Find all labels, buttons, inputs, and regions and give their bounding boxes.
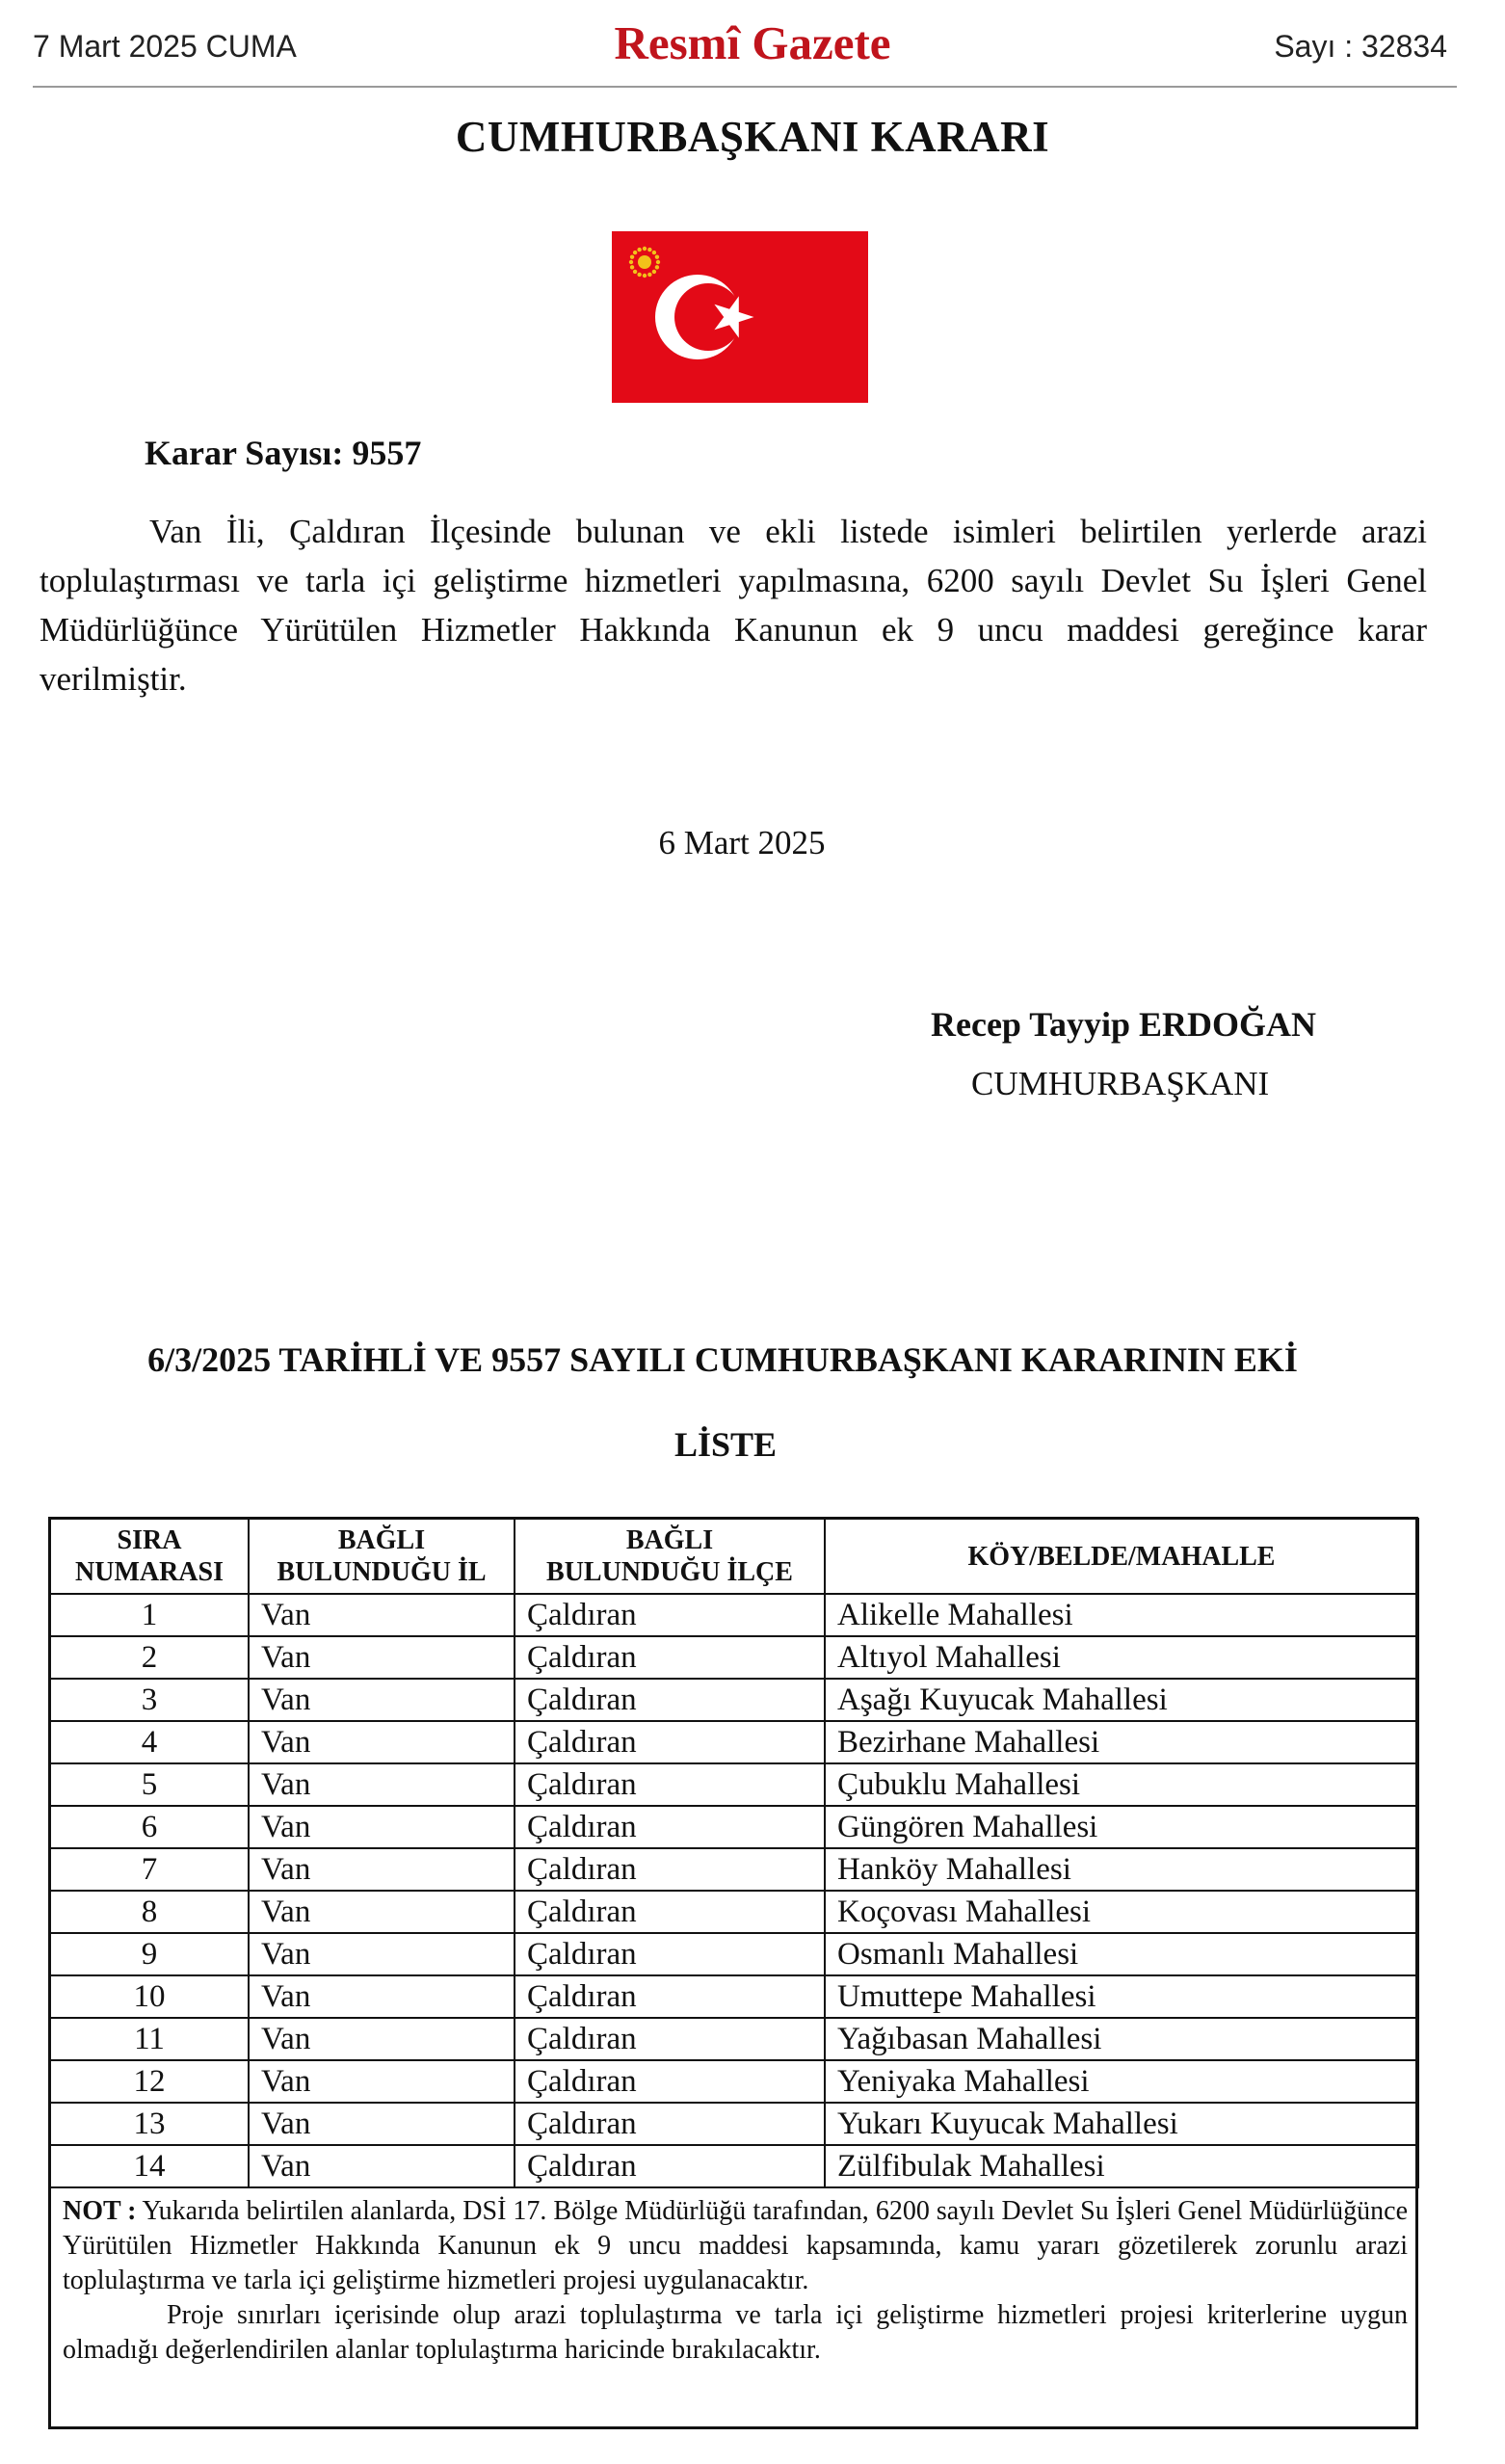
cell-sira: 2: [50, 1636, 249, 1679]
table-note: [63, 2194, 1408, 2368]
cell-mahalle: Alikelle Mahallesi: [825, 1594, 1418, 1636]
seal-star: [630, 265, 634, 269]
cell-il: Van: [249, 2145, 515, 2187]
cell-mahalle: Bezirhane Mahallesi: [825, 1721, 1418, 1763]
annex-table: [49, 1518, 1419, 2188]
table-row: [50, 2060, 1418, 2103]
cell-ilce: Çaldıran: [515, 1721, 825, 1763]
cell-il: Van: [249, 1721, 515, 1763]
cell-ilce: Çaldıran: [515, 1679, 825, 1721]
seal-star: [655, 265, 659, 269]
column-header-il-line1: BAĞLI: [337, 1525, 426, 1555]
cell-mahalle: Çubuklu Mahallesi: [825, 1763, 1418, 1806]
cell-ilce: Çaldıran: [515, 1933, 825, 1975]
column-header-sira: [50, 1519, 249, 1594]
cell-ilce: Çaldıran: [515, 1891, 825, 1933]
decision-title: CUMHURBAŞKANI KARARI: [455, 113, 1050, 161]
seal-star: [643, 247, 647, 251]
note-paragraph-1: Yukarıda belirtilen alanlarda, DSİ 17. Bölge Müdürlüğü tarafından, 6200 sayılı Devlet Su İşleri Genel Müdürlüğünce Yürütülen Hizmetler Hakkında Kanunun ek 9 uncu maddesi kapsamında, kamu yararı gözetilerek zorunlu arazi toplulaştırma ve tarla içi geliştirme hizmetleri projesi uygulanacaktır.: [63, 2196, 1408, 2295]
cell-sira: 11: [50, 2018, 249, 2060]
seal-star: [652, 251, 656, 254]
cell-mahalle: Aşağı Kuyucak Mahallesi: [825, 1679, 1418, 1721]
seal-star: [652, 270, 656, 274]
column-header-ilce-line2: BULUNDUĞU İLÇE: [546, 1557, 793, 1587]
table-row: [50, 1933, 1418, 1975]
decision-date: 6 Mart 2025: [658, 824, 826, 861]
seal-star: [633, 270, 637, 274]
cell-ilce: Çaldıran: [515, 2018, 825, 2060]
cell-il: Van: [249, 1594, 515, 1636]
note-label: NOT :: [63, 2196, 137, 2226]
cell-il: Van: [249, 1636, 515, 1679]
cell-mahalle: Koçovası Mahallesi: [825, 1891, 1418, 1933]
cell-il: Van: [249, 1891, 515, 1933]
table-row: [50, 2103, 1418, 2145]
annex-table-frame: [48, 1517, 1418, 2429]
cell-ilce: Çaldıran: [515, 1636, 825, 1679]
seal-star: [656, 260, 660, 264]
cell-il: Van: [249, 1806, 515, 1848]
cell-il: Van: [249, 2103, 515, 2145]
seal-star: [647, 248, 651, 252]
cell-sira: 8: [50, 1891, 249, 1933]
cell-sira: 6: [50, 1806, 249, 1848]
table-row: [50, 1679, 1418, 1721]
list-title: LİSTE: [673, 1425, 778, 1464]
column-header-sira-line1: SIRA: [117, 1525, 182, 1555]
table-header-row: [50, 1519, 1418, 1594]
cell-sira: 13: [50, 2103, 249, 2145]
cell-ilce: Çaldıran: [515, 1975, 825, 2018]
cell-mahalle: Yeniyaka Mahallesi: [825, 2060, 1418, 2103]
cell-mahalle: Zülfibulak Mahallesi: [825, 2145, 1418, 2187]
cell-il: Van: [249, 2060, 515, 2103]
cell-ilce: Çaldıran: [515, 2060, 825, 2103]
seal-star: [633, 251, 637, 254]
table-row: [50, 2145, 1418, 2187]
seal-star: [655, 254, 659, 258]
seal-star: [630, 254, 634, 258]
cell-mahalle: Yağıbasan Mahallesi: [825, 2018, 1418, 2060]
cell-sira: 14: [50, 2145, 249, 2187]
cell-ilce: Çaldıran: [515, 2145, 825, 2187]
header-divider: [33, 86, 1457, 88]
cell-il: Van: [249, 1679, 515, 1721]
annex-title: 6/3/2025 TARİHLİ VE 9557 SAYILI CUMHURBAŞKANI KARARININ EKİ: [147, 1340, 1298, 1379]
cell-mahalle: Osmanlı Mahallesi: [825, 1933, 1418, 1975]
table-row: [50, 1891, 1418, 1933]
seal-star: [643, 274, 647, 278]
cell-sira: 9: [50, 1933, 249, 1975]
cell-sira: 5: [50, 1763, 249, 1806]
cell-ilce: Çaldıran: [515, 1806, 825, 1848]
cell-il: Van: [249, 1933, 515, 1975]
decision-body: Van İli, Çaldıran İlçesinde bulunan ve ekli listede isimleri belirtilen yerlerde arazi toplulaştırması ve tarla içi geliştirme hizmetleri yapılmasına, 6200 sayılı Devlet Su İşleri Genel Müdürlüğünce Yürütülen Hizmetler Hakkında Kanunun ek 9 uncu maddesi gereğince karar verilmiştir.: [40, 513, 1427, 698]
cell-mahalle: Yukarı Kuyucak Mahallesi: [825, 2103, 1418, 2145]
cell-il: Van: [249, 1848, 515, 1891]
cell-sira: 3: [50, 1679, 249, 1721]
table-row: [50, 1594, 1418, 1636]
table-row: [50, 1806, 1418, 1848]
column-header-mahalle: KÖY/BELDE/MAHALLE: [825, 1519, 1418, 1594]
cell-mahalle: Hanköy Mahallesi: [825, 1848, 1418, 1891]
cell-il: Van: [249, 2018, 515, 2060]
column-header-il: [249, 1519, 515, 1594]
cell-ilce: Çaldıran: [515, 2103, 825, 2145]
column-header-il-line2: BULUNDUĞU İL: [277, 1557, 487, 1587]
seal-star: [629, 260, 633, 264]
cell-sira: 4: [50, 1721, 249, 1763]
signer-title: CUMHURBAŞKANI: [971, 1065, 1270, 1102]
note-paragraph-2: Proje sınırları içerisinde olup arazi toplulaştırma ve tarla içi geliştirme hizmetleri projesi kriterlerine uygun olmadığı değerlendirilen alanlar toplulaştırma haricinde bırakılacaktır.: [63, 2300, 1408, 2365]
cell-ilce: Çaldıran: [515, 1763, 825, 1806]
seal-center: [638, 255, 651, 269]
seal-star: [637, 248, 641, 252]
seal-star: [637, 273, 641, 277]
cell-il: Van: [249, 1763, 515, 1806]
column-header-ilce: [515, 1519, 825, 1594]
turkish-flag-icon: [612, 231, 868, 403]
cell-il: Van: [249, 1975, 515, 2018]
table-row: [50, 2018, 1418, 2060]
header-date: 7 Mart 2025 CUMA: [33, 29, 297, 64]
cell-ilce: Çaldıran: [515, 1594, 825, 1636]
cell-mahalle: Altıyol Mahallesi: [825, 1636, 1418, 1679]
column-header-sira-line2: NUMARASI: [75, 1557, 224, 1587]
cell-sira: 1: [50, 1594, 249, 1636]
decision-number: Karar Sayısı: 9557: [145, 434, 422, 472]
cell-sira: 7: [50, 1848, 249, 1891]
seal-star: [647, 273, 651, 277]
table-row: [50, 1975, 1418, 2018]
table-row: [50, 1848, 1418, 1891]
gazette-name: Resmî Gazete: [614, 16, 891, 69]
table-row: [50, 1636, 1418, 1679]
signer-name: Recep Tayyip ERDOĞAN: [931, 1005, 1317, 1044]
cell-ilce: Çaldıran: [515, 1848, 825, 1891]
column-header-ilce-line1: BAĞLI: [625, 1525, 714, 1555]
cell-mahalle: Güngören Mahallesi: [825, 1806, 1418, 1848]
cell-sira: 10: [50, 1975, 249, 2018]
cell-mahalle: Umuttepe Mahallesi: [825, 1975, 1418, 2018]
header-issue: Sayı : 32834: [1274, 29, 1447, 64]
cell-sira: 12: [50, 2060, 249, 2103]
table-row: [50, 1721, 1418, 1763]
table-row: [50, 1763, 1418, 1806]
